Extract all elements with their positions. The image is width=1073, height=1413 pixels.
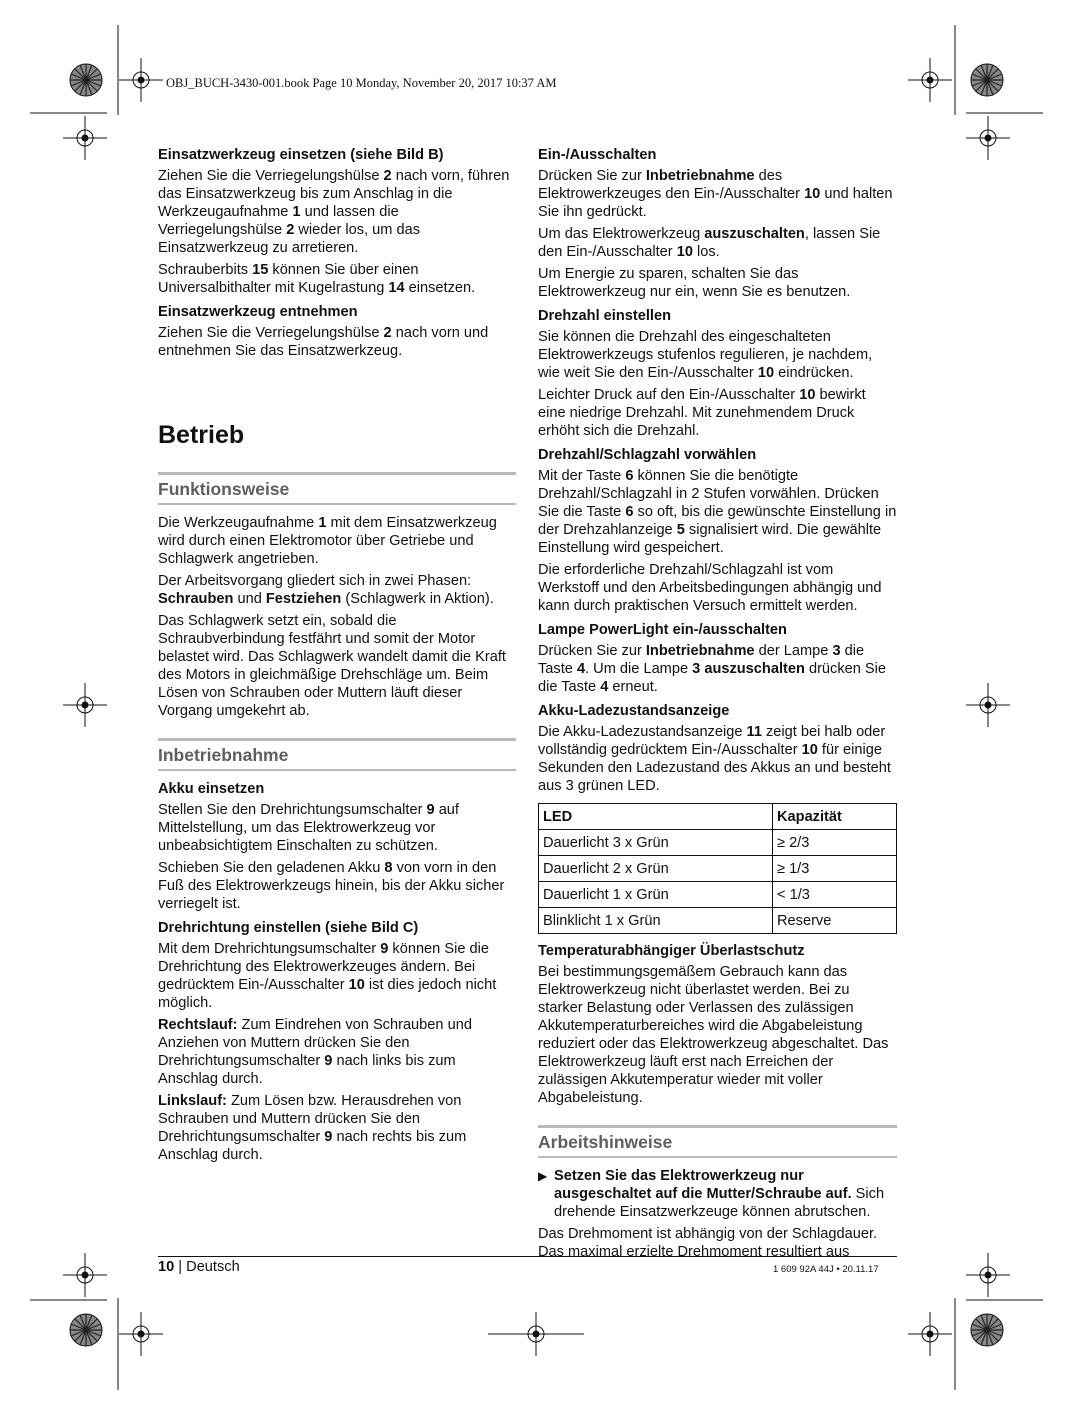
heading-drehzahl-vorwaehlen: Drehzahl/Schlagzahl vorwählen — [538, 447, 757, 463]
starburst-mark — [70, 1314, 102, 1346]
paragraph: Linkslauf: Zum Lösen bzw. Herausdrehen von Schrauben und Muttern drücken Sie den Drehrichtungsumschalter 9 nach rechts bis zum Anschlag durch. — [158, 1093, 467, 1163]
heading-akku-ladezustandsanzeige: Akku-Ladezustandsanzeige — [538, 703, 730, 719]
heading-ueberlastschutz: Temperaturabhängiger Überlastschutz — [538, 943, 805, 959]
table-cell: Blinklicht 1 x Grün — [539, 908, 773, 934]
paragraph: Der Arbeitsvorgang gliedert sich in zwei Phasen: Schrauben und Festziehen (Schlagwerk in Aktion). — [158, 573, 494, 607]
paragraph: Sie können die Drehzahl des eingeschalteten Elektrowerkzeugs stufenlos regulieren, je nachdem, wie weit Sie den Ein-/Ausschalter 10 eindrücken. — [538, 329, 873, 381]
heading-drehzahl-einstellen: Drehzahl einstellen — [538, 308, 672, 324]
heading-einsatzwerkzeug-einsetzen: Einsatzwerkzeug einsetzen (siehe Bild B) — [158, 147, 444, 163]
right-column — [538, 146, 897, 1265]
starburst-mark — [971, 64, 1003, 96]
table-header-row — [539, 804, 897, 830]
crosshair-target — [119, 58, 163, 102]
chapter-title: Betrieb — [158, 421, 245, 449]
paragraph: Mit der Taste 6 können Sie die benötigte Drehzahl/Schlagzahl in 2 Stufen vorwählen. Drücken Sie die Taste 6 so oft, bis die gewünschte Einstellung in der Drehzahlanzeige 5 signalisiert wird. Die gewählte Einstellung wird gespeichert. — [538, 468, 897, 556]
heading-ein-ausschalten: Ein-/Ausschalten — [538, 147, 657, 163]
paragraph: Schrauberbits 15 können Sie über einen Universalbithalter mit Kugelrastung 14 einsetzen. — [158, 262, 476, 296]
table-row — [539, 882, 897, 908]
table-cell: ≥ 1/3 — [773, 856, 897, 882]
table-row — [539, 908, 897, 934]
table-cell: Dauerlicht 2 x Grün — [539, 856, 773, 882]
table-cell: Dauerlicht 1 x Grün — [539, 882, 773, 908]
paragraph: Die Werkzeugaufnahme 1 mit dem Einsatzwerkzeug wird durch einen Elektromotor über Getriebe und Schlagwerk angetrieben. — [158, 515, 497, 567]
paragraph: Drücken Sie zur Inbetriebnahme der Lampe 3 die Taste 4. Um die Lampe 3 auszuschalten drücken Sie die Taste 4 erneut. — [538, 643, 887, 695]
heading-drehrichtung: Drehrichtung einstellen (siehe Bild C) — [158, 920, 419, 936]
list-item — [538, 1167, 897, 1221]
footer-page-info — [158, 1259, 240, 1275]
section-heading-funktionsweise: Funktionsweise — [158, 472, 516, 505]
crosshair-target — [908, 58, 952, 102]
paragraph: Schieben Sie den geladenen Akku 8 von vorn in den Fuß des Elektrowerkzeugs hinein, bis der Akku sicher verriegelt ist. — [158, 860, 505, 912]
heading-akku-einsetzen: Akku einsetzen — [158, 781, 265, 797]
crosshair-target — [966, 683, 1010, 727]
paragraph: Rechtslauf: Zum Eindrehen von Schrauben und Anziehen von Muttern drücken Sie den Drehrichtungsumschalter 9 nach links bis zum Anschlag durch. — [158, 1017, 472, 1087]
table-row — [539, 856, 897, 882]
crosshair-target — [63, 1253, 107, 1297]
table-cell: < 1/3 — [773, 882, 897, 908]
table-cell: ≥ 2/3 — [773, 830, 897, 856]
table-header-cell: LED — [539, 804, 773, 830]
footer-language: Deutsch — [186, 1259, 240, 1275]
table-header-cell: Kapazität — [773, 804, 897, 830]
led-capacity-table — [538, 803, 897, 934]
left-column — [158, 146, 516, 1168]
table-cell: Reserve — [773, 908, 897, 934]
footer-separator: | — [178, 1259, 183, 1275]
paragraph: Leichter Druck auf den Ein-/Ausschalter 10 bewirkt eine niedrige Drehzahl. Mit zunehmendem Druck erhöht sich die Drehzahl. — [538, 387, 866, 439]
crosshair-target — [63, 683, 107, 727]
table-row — [539, 830, 897, 856]
heading-einsatzwerkzeug-entnehmen: Einsatzwerkzeug entnehmen — [158, 304, 358, 320]
crosshair-target — [908, 1312, 952, 1356]
paragraph: Um Energie zu sparen, schalten Sie das Elektrowerkzeug nur ein, wenn Sie es benutzen. — [538, 266, 851, 300]
paragraph: Ziehen Sie die Verriegelungshülse 2 nach vorn und entnehmen Sie das Einsatzwerkzeug. — [158, 325, 489, 359]
paragraph: Mit dem Drehrichtungsumschalter 9 können Sie die Drehrichtung des Elektrowerkzeuges ändern. Bei gedrücktem Ein-/Ausschalter 10 ist dies jedoch nicht möglich. — [158, 941, 497, 1011]
crosshair-target — [966, 116, 1010, 160]
triangle-bullet-icon: ▶ — [538, 1169, 548, 1183]
paragraph: Ziehen Sie die Verriegelungshülse 2 nach vorn, führen das Einsatzwerkzeug bis zum Anschlag in die Werkzeugaufnahme 1 und lassen die Verriegelungshülse 2 wieder los, um das Einsatzwerkzeug zu arretieren. — [158, 168, 510, 256]
table-cell: Dauerlicht 3 x Grün — [539, 830, 773, 856]
crosshair-target — [488, 1312, 584, 1356]
starburst-mark — [971, 1314, 1003, 1346]
paragraph: Die Akku-Ladezustandsanzeige 11 zeigt bei halb oder vollständig gedrücktem Ein-/Ausschalter 10 für einige Sekunden den Ladezustand des Akkus an und besteht aus 3 grünen LED. — [538, 724, 891, 794]
paragraph: Die erforderliche Drehzahl/Schlagzahl ist vom Werkstoff und den Arbeitsbedingungen abhängig und kann durch praktischen Versuch ermittelt werden. — [538, 562, 882, 614]
print-file-info: OBJ_BUCH-3430-001.book Page 10 Monday, November 20, 2017 10:37 AM — [166, 76, 557, 90]
bullet-text: Setzen Sie das Elektrowerkzeug nur ausgeschaltet auf die Mutter/Schraube auf. Sich drehende Einsatzwerkzeuge können abrutschen. — [554, 1168, 885, 1220]
footer-rule — [158, 1256, 897, 1257]
footer-doc-code: 1 609 92A 44J • 20.11.17 — [773, 1264, 879, 1275]
starburst-mark — [70, 64, 102, 96]
paragraph: Das Schlagwerk setzt ein, sobald die Schraubverbindung festfährt und somit der Motor belastet wird. Das Schlagwerk wandelt damit die Kraft des Motors in gleichmäßige Drehschläge um. Beim Lösen von Schrauben oder Muttern läuft dieser Vorgang umgekehrt ab. — [158, 613, 506, 719]
crosshair-target — [63, 116, 107, 160]
paragraph: Drücken Sie zur Inbetriebnahme des Elektrowerkzeuges den Ein-/Ausschalter 10 und halten Sie ihn gedrückt. — [538, 168, 893, 220]
section-heading-arbeitshinweise: Arbeitshinweise — [538, 1125, 897, 1158]
section-heading-inbetriebnahme: Inbetriebnahme — [158, 738, 516, 771]
paragraph: Stellen Sie den Drehrichtungsumschalter 9 auf Mittelstellung, um das Elektrowerkzeug vor unbeabsichtigtem Einschalten zu schützen. — [158, 802, 459, 854]
paragraph: Bei bestimmungsgemäßem Gebrauch kann das Elektrowerkzeug nicht überlastet werden. Bei zu starker Belastung oder Verlassen des zulässigen Akkutemperaturbereiches wird die Abgabeleistung reduziert oder das Elektrowerkzeug abgeschaltet. Das Elektrowerkzeug läuft erst nach Erreichen der zulässigen Akkutemperatur wieder mit voller Abgabeleistung. — [538, 964, 889, 1106]
paragraph: Das Drehmoment ist abhängig von der Schlagdauer. Das maximal erzielte Drehmoment resultiert aus — [538, 1226, 878, 1260]
heading-lampe: Lampe PowerLight ein-/ausschalten — [538, 622, 787, 638]
paragraph: Um das Elektrowerkzeug auszuschalten, lassen Sie den Ein-/Ausschalter 10 los. — [538, 226, 881, 260]
crosshair-target — [966, 1253, 1010, 1297]
crosshair-target — [119, 1312, 163, 1356]
page-number: 10 — [158, 1259, 175, 1275]
